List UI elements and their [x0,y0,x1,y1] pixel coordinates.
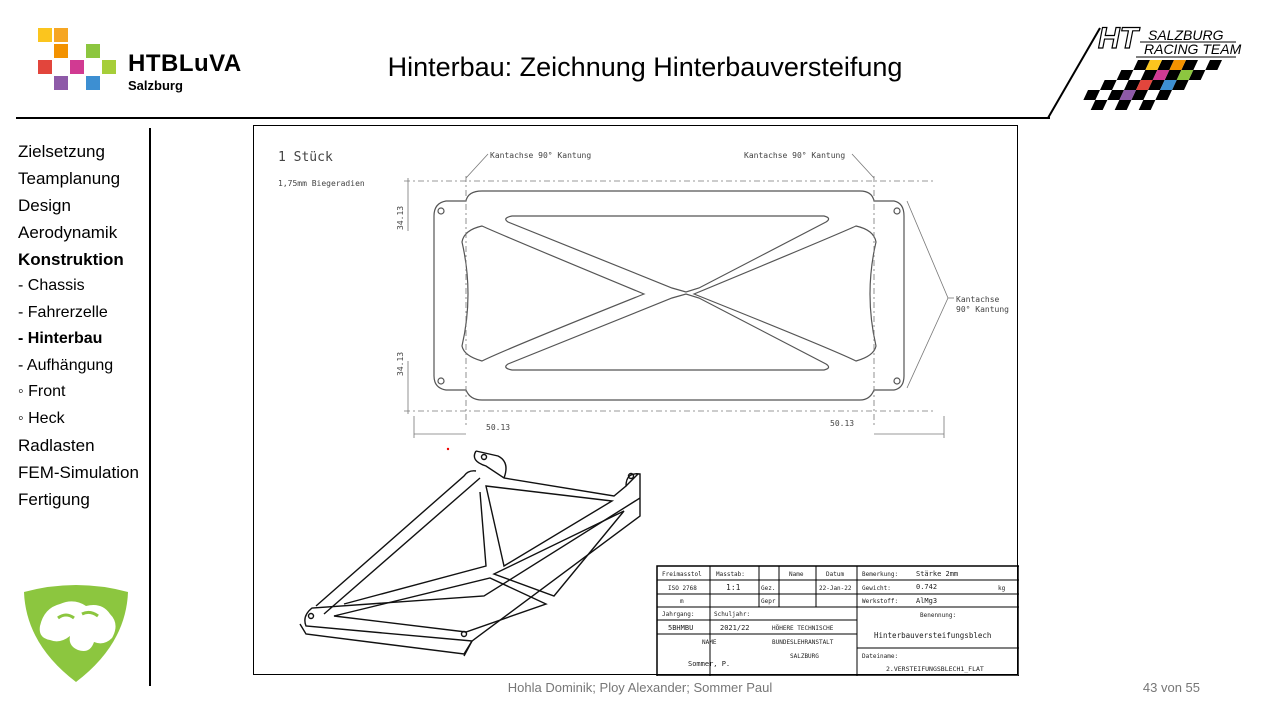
logo-square [54,44,68,58]
tb-massstab-value: 1:1 [726,583,741,592]
tb-gez-date: 22-Jan-22 [819,585,852,592]
nav-item-chassis[interactable]: - Chassis [18,277,85,294]
tb-benennung-value: Hinterbauversteifungsblech [874,631,992,640]
nav-item-konstruktion[interactable]: Konstruktion [18,250,124,269]
tb-name-col-label: NAME [702,639,717,646]
team-line1: SALZBURG [1148,27,1224,43]
tb-jahrgang-label: Jahrgang: [662,611,695,618]
header-rule [16,117,1050,119]
red-dot [447,448,449,450]
tb-werkstoff-label: Werkstoff: [862,598,899,605]
nav-item-teamplanung[interactable]: Teamplanung [18,169,121,188]
nav-item-heck[interactable]: ◦ Heck [18,409,65,427]
tb-bemerkung-label: Bemerkung: [862,571,899,578]
logo-square [86,76,100,90]
htbluva-logo [38,28,248,94]
tb-author: Sommer, P. [688,660,731,668]
svg-text:HT: HT [1098,22,1138,55]
school-name: HTBLuVA [128,50,242,77]
slide-title: Hinterbau: Zeichnung Hinterbauversteifung [387,52,903,82]
tb-schuljahr-label: Schuljahr: [714,611,751,618]
nav-divider [149,128,151,686]
tb-gez-label: Gez. [761,585,776,592]
agenda-nav [18,140,153,515]
nav-item-fertigung[interactable]: Fertigung [18,490,90,509]
tb-bemerkung-value: Stärke 2mm [916,570,959,578]
tb-school-line1: HÖHERE TECHNISCHE [772,625,834,632]
tb-werkstoff-value: AlMg3 [916,597,938,605]
racing-team-logo [1040,18,1245,128]
tb-gewicht-unit: kg [998,585,1006,592]
nav-item-aufhaengung[interactable]: - Aufhängung [18,356,114,374]
tb-datum-label: Datum [826,571,845,578]
drawing-qty: 1 Stück [278,150,333,165]
tb-freimasstol-label: Freimasstol [662,571,702,578]
tb-school-line3: SALZBURG [790,653,819,660]
tb-dateiname-label: Dateiname: [862,653,899,660]
team-line2: RACING TEAM [1144,41,1242,57]
school-city: Salzburg [128,78,183,93]
tb-gewicht-value: 0.742 [916,583,938,591]
nav-item-fahrerzelle[interactable]: - Fahrerzelle [18,303,108,321]
isometric-view [300,451,640,656]
technical-drawing [253,125,1018,675]
nav-item-fem-simulation[interactable]: FEM-Simulation [18,463,139,482]
flat-pattern [434,191,904,400]
nav-item-hinterbau[interactable]: - Hinterbau [18,330,103,347]
dim-left: 50.13 [486,423,511,432]
nav-item-aerodynamik[interactable]: Aerodynamik [18,223,118,242]
dim-flange-top: 34.13 [396,205,405,230]
logo-square [38,28,52,42]
tb-freimasstol-class: m [680,598,684,605]
dim-right: 50.13 [830,419,855,428]
bend-axis-left-label: Kantachse 90° Kantung [490,151,592,160]
nav-item-front[interactable]: ◦ Front [18,383,66,400]
tb-gepr-label: Gepr [761,598,776,605]
tb-dateiname-value: 2.VERSTEIFUNGSBLECH1_FLAT [886,665,984,673]
tb-gewicht-label: Gewicht: [862,585,891,592]
bend-axis-right-label: Kantachse 90° Kantung [744,151,846,160]
dim-flange-bottom: 34.13 [396,351,405,376]
tb-schuljahr-value: 2021/22 [720,624,750,632]
tb-benennung-label: Benennung: [920,612,957,619]
nav-item-radlasten[interactable]: Radlasten [18,436,95,455]
page-number: 43 von 55 [1142,680,1200,695]
shield-logo [20,584,132,684]
logo-square [54,76,68,90]
bend-axis-side-label-1: Kantachse [956,295,1000,304]
nav-item-zielsetzung[interactable]: Zielsetzung [18,142,105,161]
drawing-bend-radius: 1,75mm Biegeradien [278,179,365,188]
tb-jahrgang-value: 5BHMBU [668,624,694,632]
nav-item-design[interactable]: Design [18,196,71,215]
logo-square [54,28,68,42]
tb-massstab-label: Masstab: [716,571,745,578]
tb-freimasstol-value: ISO 2768 [668,585,697,592]
drawing-canvas [254,126,1019,676]
logo-square [86,44,100,58]
bend-axis-side-label-2: 90° Kantung [956,305,1009,314]
logo-square [38,60,52,74]
logo-square [70,60,84,74]
tb-school-line2: BUNDESLEHRANSTALT [772,639,834,646]
logo-square [102,60,116,74]
footer-authors: Hohla Dominik; Ploy Alexander; Sommer Paul [507,680,773,695]
tb-name-label: Name [789,571,804,578]
